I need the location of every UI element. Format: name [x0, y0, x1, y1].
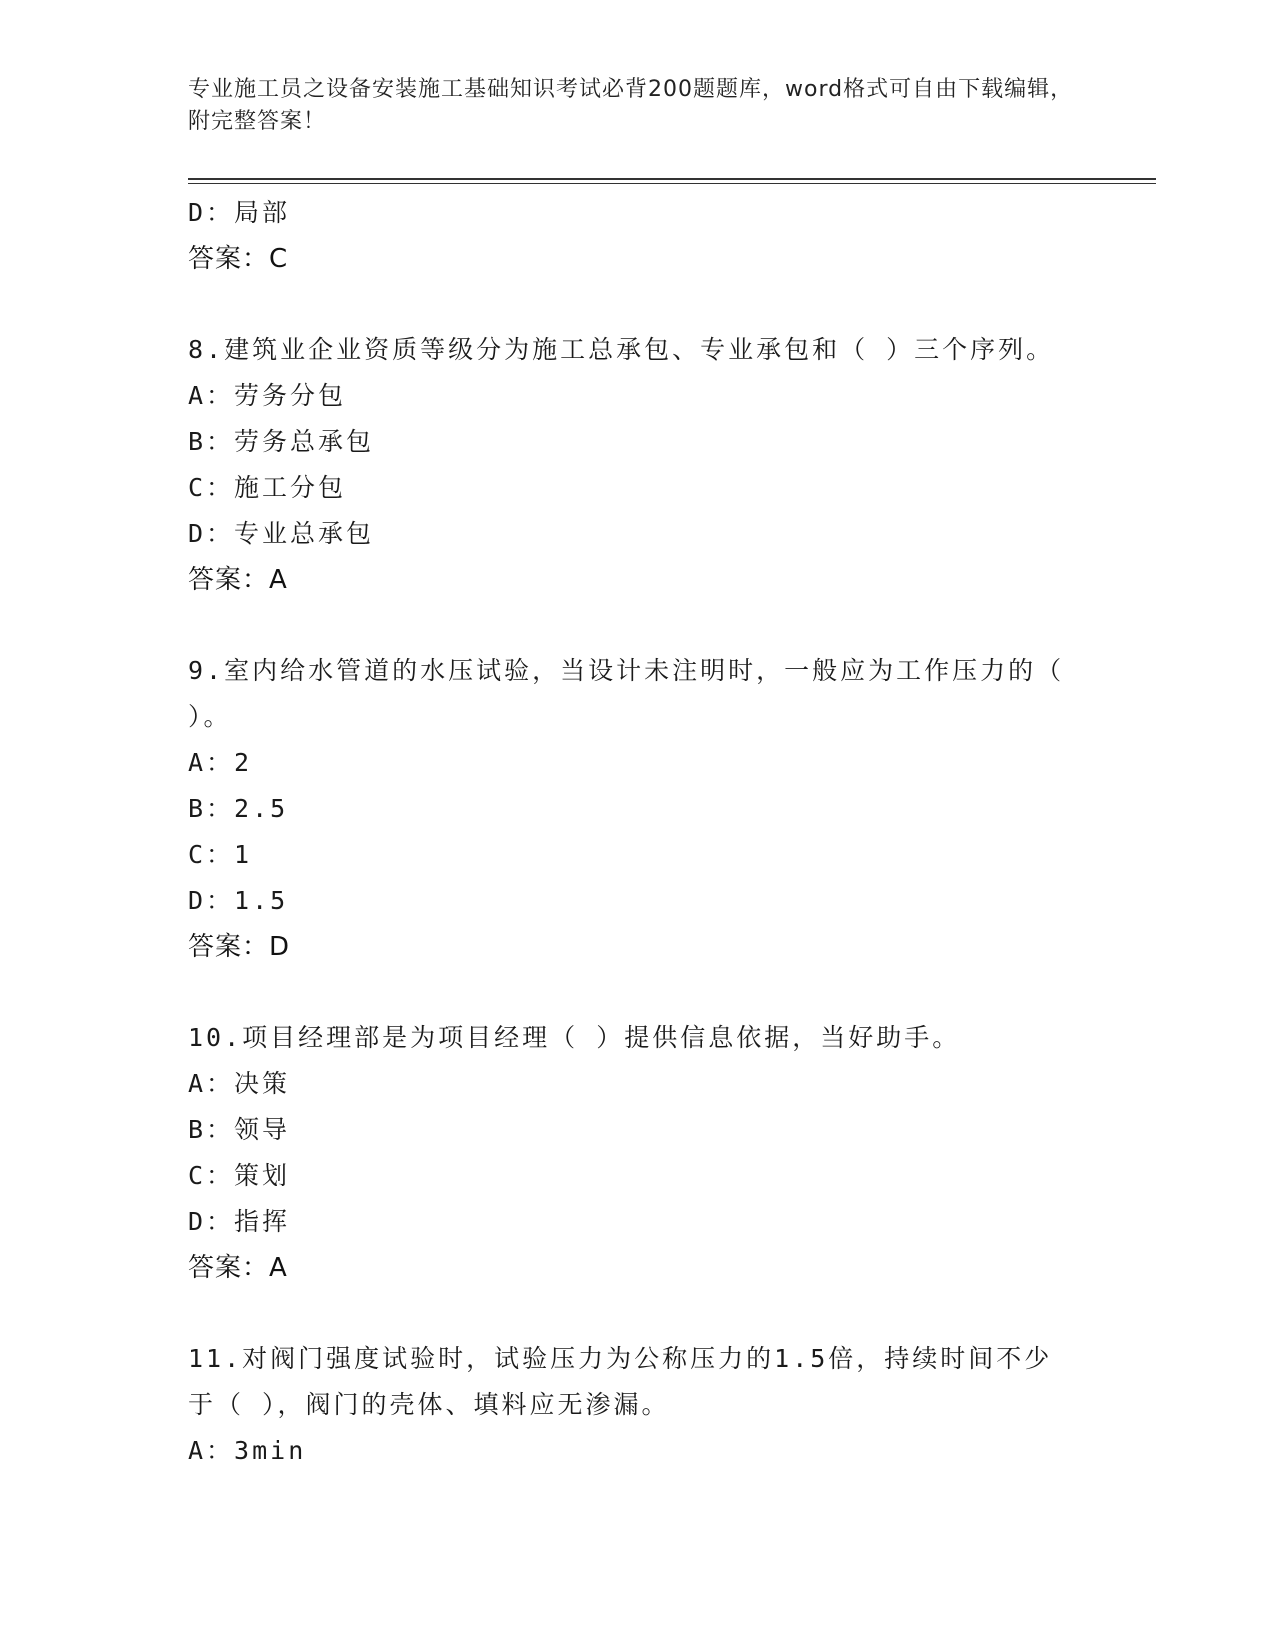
question-block-prev [188, 190, 1108, 282]
question-text: 9.室内给水管道的水压试验，当设计未注明时，一般应为工作压力的（ ）。 [188, 656, 1065, 731]
option-a: A：劳务分包 [188, 381, 347, 410]
question-block-9 [188, 648, 1108, 970]
question-list [188, 190, 1108, 1474]
header-divider-thin [188, 183, 1156, 184]
option-d: D：指挥 [188, 1207, 291, 1236]
answer-line: 答案：A [188, 565, 288, 595]
answer-line: 答案：A [188, 1253, 288, 1283]
option-b: B：劳务总承包 [188, 427, 375, 456]
question-block-11 [188, 1336, 1108, 1474]
option-a: A：决策 [188, 1069, 291, 1098]
option-d: D：专业总承包 [188, 519, 375, 548]
header-title: 专业施工员之设备安装施工基础知识考试必背200题题库，word格式可自由下载编辑，附完整答案！ [188, 77, 1074, 134]
option-b: B：领导 [188, 1115, 291, 1144]
option-b: B：2.5 [188, 794, 289, 823]
question-block-8 [188, 327, 1108, 603]
question-text: 10.项目经理部是为项目经理（ ）提供信息依据，当好助手。 [188, 1023, 961, 1052]
question-text: 11.对阀门强度试验时，试验压力为公称压力的1.5倍，持续时间不少于（ ），阀门的壳体、填料应无渗漏。 [188, 1344, 1053, 1419]
option-c: C：策划 [188, 1161, 291, 1190]
question-block-10 [188, 1015, 1108, 1291]
option-a: A：3min [188, 1436, 307, 1465]
page-header [188, 74, 1088, 138]
header-divider [188, 178, 1156, 180]
option-a: A：2 [188, 748, 253, 777]
question-text: 8.建筑业企业资质等级分为施工总承包、专业承包和（ ）三个序列。 [188, 335, 1055, 364]
answer-line: 答案：C [188, 244, 289, 274]
answer-line: 答案：D [188, 932, 291, 962]
option-c: C：施工分包 [188, 473, 347, 502]
option-d: D：局部 [188, 198, 291, 227]
option-c: C：1 [188, 840, 253, 869]
option-d: D：1.5 [188, 886, 289, 915]
